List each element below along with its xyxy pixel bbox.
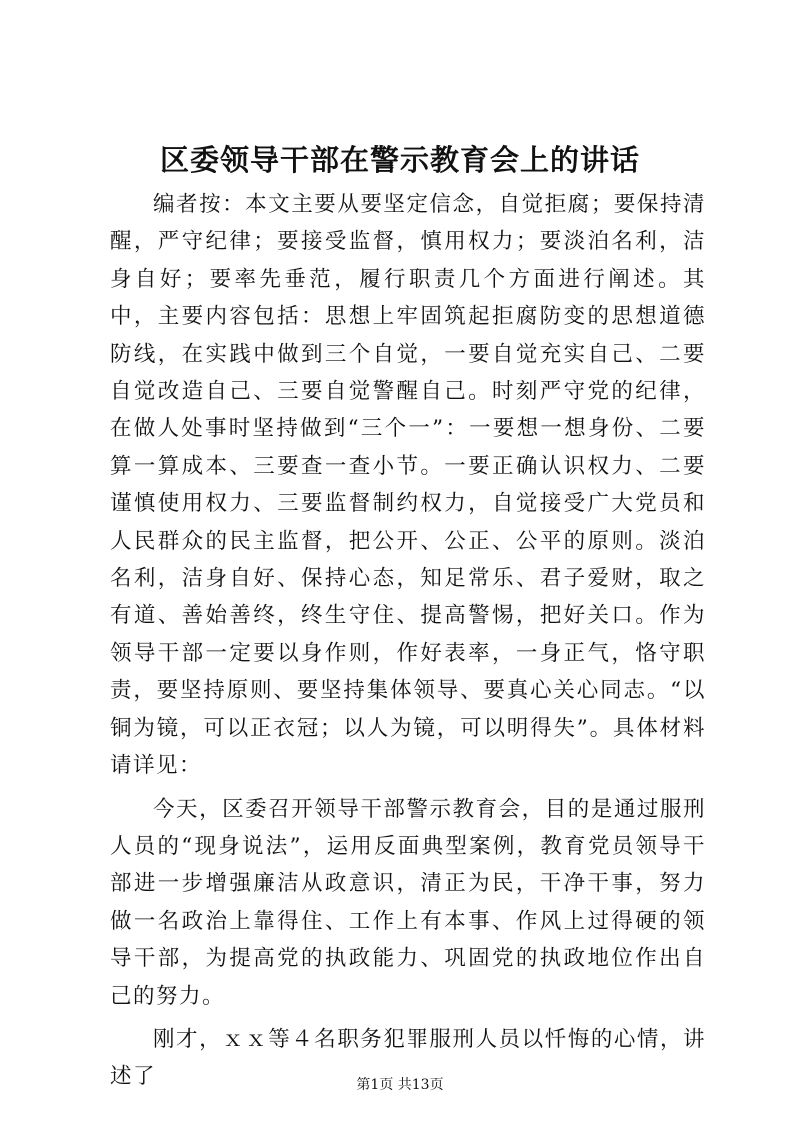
document-title: 区委领导干部在警示教育会上的讲话: [159, 143, 640, 177]
paragraph-editor-note: 编者按：本文主要从要坚定信念，自觉拒腐；要保持清醒，严守纪律；要接受监督，慎用权力；要淡泊名利，洁身自好；要率先垂范，履行职责几个方面进行阐述。其中，主要内容包括：思想上牢固筑起拒腐防变的思想道德防线，在实践中做到三个自觉，一要自觉充实自己、二要自觉改造自己、三要自觉警醒自己。时刻严守党的纪律，在做人处事时坚持做到“三个一”：一要想一想身份、二要算一算成本、三要查一查小节。一要正确认识权力、二要谨慎使用权力、三要监督制约权力，自觉接受广大党员和人民群众的民主监督，把公开、公正、公平的原则。淡泊名利，洁身自好、保持心态，知足常乐、君子爱财，取之有道、善始善终，终生守住、提高警惕，把好关口。作为领导干部一定要以身作则，作好表率，一身正气，恪守职责，要坚持原则、要坚持集体领导、要真心关心同志。“以铜为镜，可以正衣冠；以人为镜，可以明得失”。具体材料请详见：: [110, 192, 706, 779]
page-number-footer: 第1页 共13页: [356, 1077, 444, 1093]
paragraph-confession: 刚才，ｘｘ等４名职务犯罪服刑人员以忏悔的心情，讲述了: [110, 1026, 706, 1090]
document-body: [110, 186, 706, 1096]
paragraph-meeting-purpose: 今天，区委召开领导干部警示教育会，目的是通过服刑人员的“现身说法”，运用反面典型案例，教育党员领导干部进一步增强廉洁从政意识，清正为民，干净干事，努力做一名政治上靠得住、工作上有本事、作风上过得硬的领导干部，为提高党的执政能力、巩固党的执政地位作出自己的努力。: [110, 796, 706, 1009]
